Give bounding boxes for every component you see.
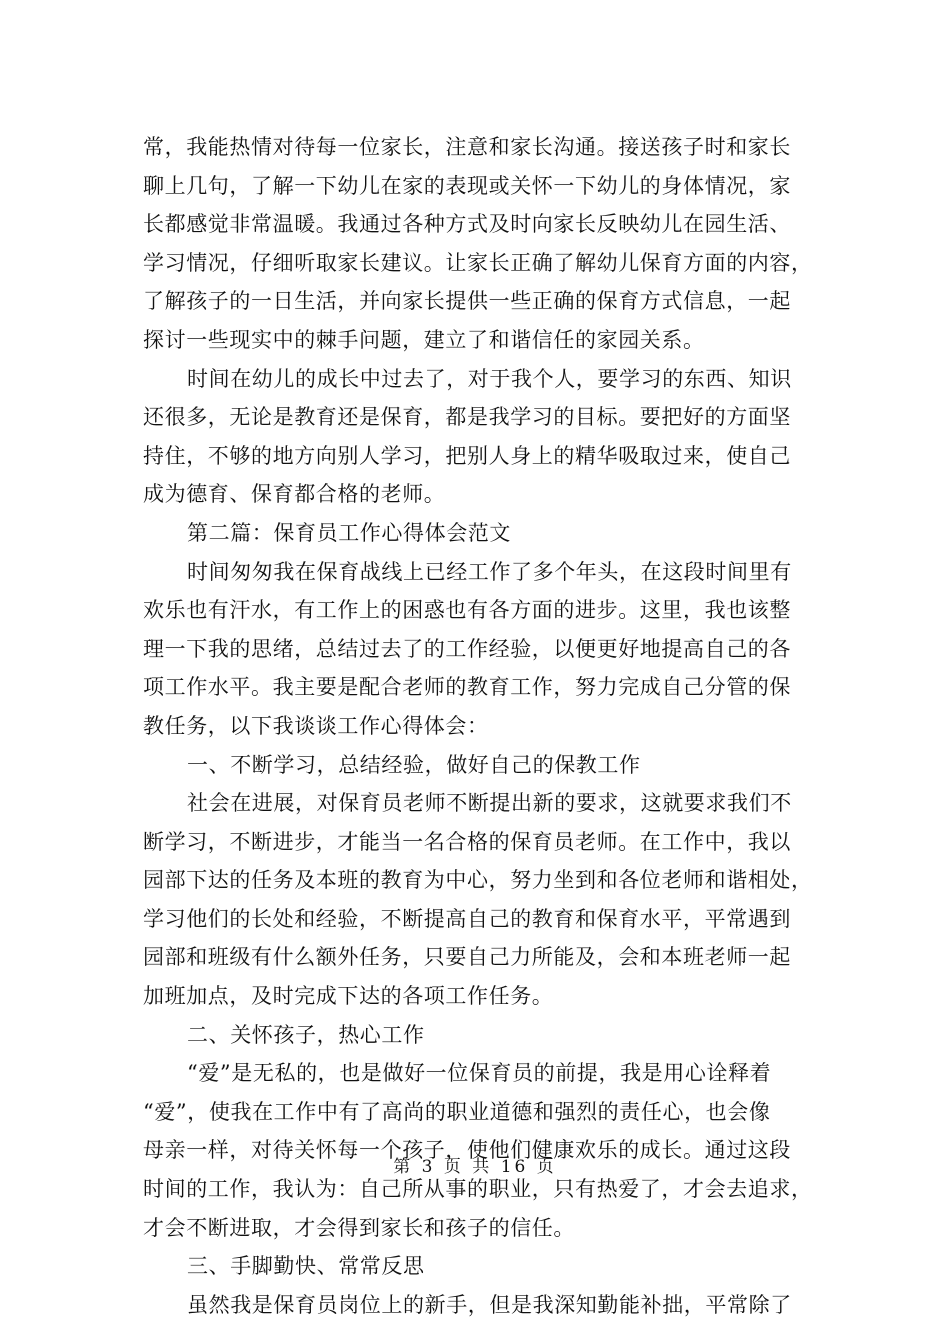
text-line: 二、关怀孩子，热心工作 bbox=[187, 1022, 425, 1047]
text-line: 学习情况，仔细听取家长建议。让家长正确了解幼儿保育方面的内容， bbox=[143, 250, 813, 275]
text-line: 时间的工作，我认为：自己所从事的职业，只有热爱了，才会去追求， bbox=[143, 1177, 813, 1202]
text-line: 学习他们的长处和经验，不断提高自己的教育和保育水平，平常遇到 bbox=[143, 906, 791, 931]
text-line: 断学习，不断进步，才能当一名合格的保育员老师。在工作中，我以 bbox=[143, 829, 791, 854]
text-line: 加班加点，及时完成下达的各项工作任务。 bbox=[143, 984, 554, 1009]
text-line: 持住，不够的地方向别人学习，把别人身上的精华吸取过来，使自己 bbox=[143, 443, 791, 468]
text-line: 虽然我是保育员岗位上的新手，但是我深知勤能补拙，平常除了 bbox=[187, 1292, 792, 1317]
text-line: 成为德育、保育都合格的老师。 bbox=[143, 482, 446, 507]
text-line: 教任务，以下我谈谈工作心得体会： bbox=[143, 713, 489, 738]
text-line: 长都感觉非常温暖。我通过各种方式及时向家长反映幼儿在园生活、 bbox=[143, 212, 791, 237]
text-line: “爱”是无私的，也是做好一位保育员的前提，我是用心诠释着 bbox=[187, 1061, 772, 1086]
text-line: 第二篇：保育员工作心得体会范文 bbox=[187, 520, 511, 545]
text-line: 园部和班级有什么额外任务，只要自己力所能及，会和本班老师一起 bbox=[143, 945, 791, 970]
text-line: 母亲一样，对待关怀每一个孩子，使他们健康欢乐的成长。通过这段 bbox=[143, 1138, 791, 1163]
text-line: 聊上几句，了解一下幼儿在家的表现或关怀一下幼儿的身体情况，家 bbox=[143, 173, 791, 198]
text-line: 三、手脚勤快、常常反思 bbox=[187, 1254, 425, 1279]
text-line: 才会不断进取，才会得到家长和孩子的信任。 bbox=[143, 1215, 575, 1240]
text-line: 项工作水平。我主要是配合老师的教育工作，努力完成自己分管的保 bbox=[143, 675, 791, 700]
text-line: “爱”，使我在工作中有了高尚的职业道德和强烈的责任心，也会像 bbox=[143, 1099, 771, 1124]
page-footer: 第 3 页 共 16 页 bbox=[393, 1157, 557, 1177]
text-line: 一、不断学习，总结经验，做好自己的保教工作 bbox=[187, 752, 641, 777]
text-line: 园部下达的任务及本班的教育为中心，努力坐到和各位老师和谐相处， bbox=[143, 868, 813, 893]
text-line: 时间在幼儿的成长中过去了，对于我个人，要学习的东西、知识 bbox=[187, 366, 792, 391]
text-line: 社会在进展，对保育员老师不断提出新的要求，这就要求我们不 bbox=[187, 791, 792, 816]
body-text bbox=[143, 128, 813, 1324]
text-line: 了解孩子的一日生活，并向家长提供一些正确的保育方式信息，一起 bbox=[143, 289, 791, 314]
text-line: 常，我能热情对待每一位家长，注意和家长沟通。接送孩子时和家长 bbox=[143, 135, 791, 159]
text-line: 还很多，无论是教育还是保育，都是我学习的目标。要把好的方面坚 bbox=[143, 405, 791, 430]
text-line: 探讨一些现实中的棘手问题，建立了和谐信任的家园关系。 bbox=[143, 327, 705, 352]
text-line: 欢乐也有汗水，有工作上的困惑也有各方面的进步。这里，我也该整 bbox=[143, 598, 791, 623]
text-line: 时间匆匆我在保育战线上已经工作了多个年头，在这段时间里有 bbox=[187, 559, 792, 584]
text-line: 理一下我的思绪，总结过去了的工作经验，以便更好地提高自己的各 bbox=[143, 636, 791, 661]
